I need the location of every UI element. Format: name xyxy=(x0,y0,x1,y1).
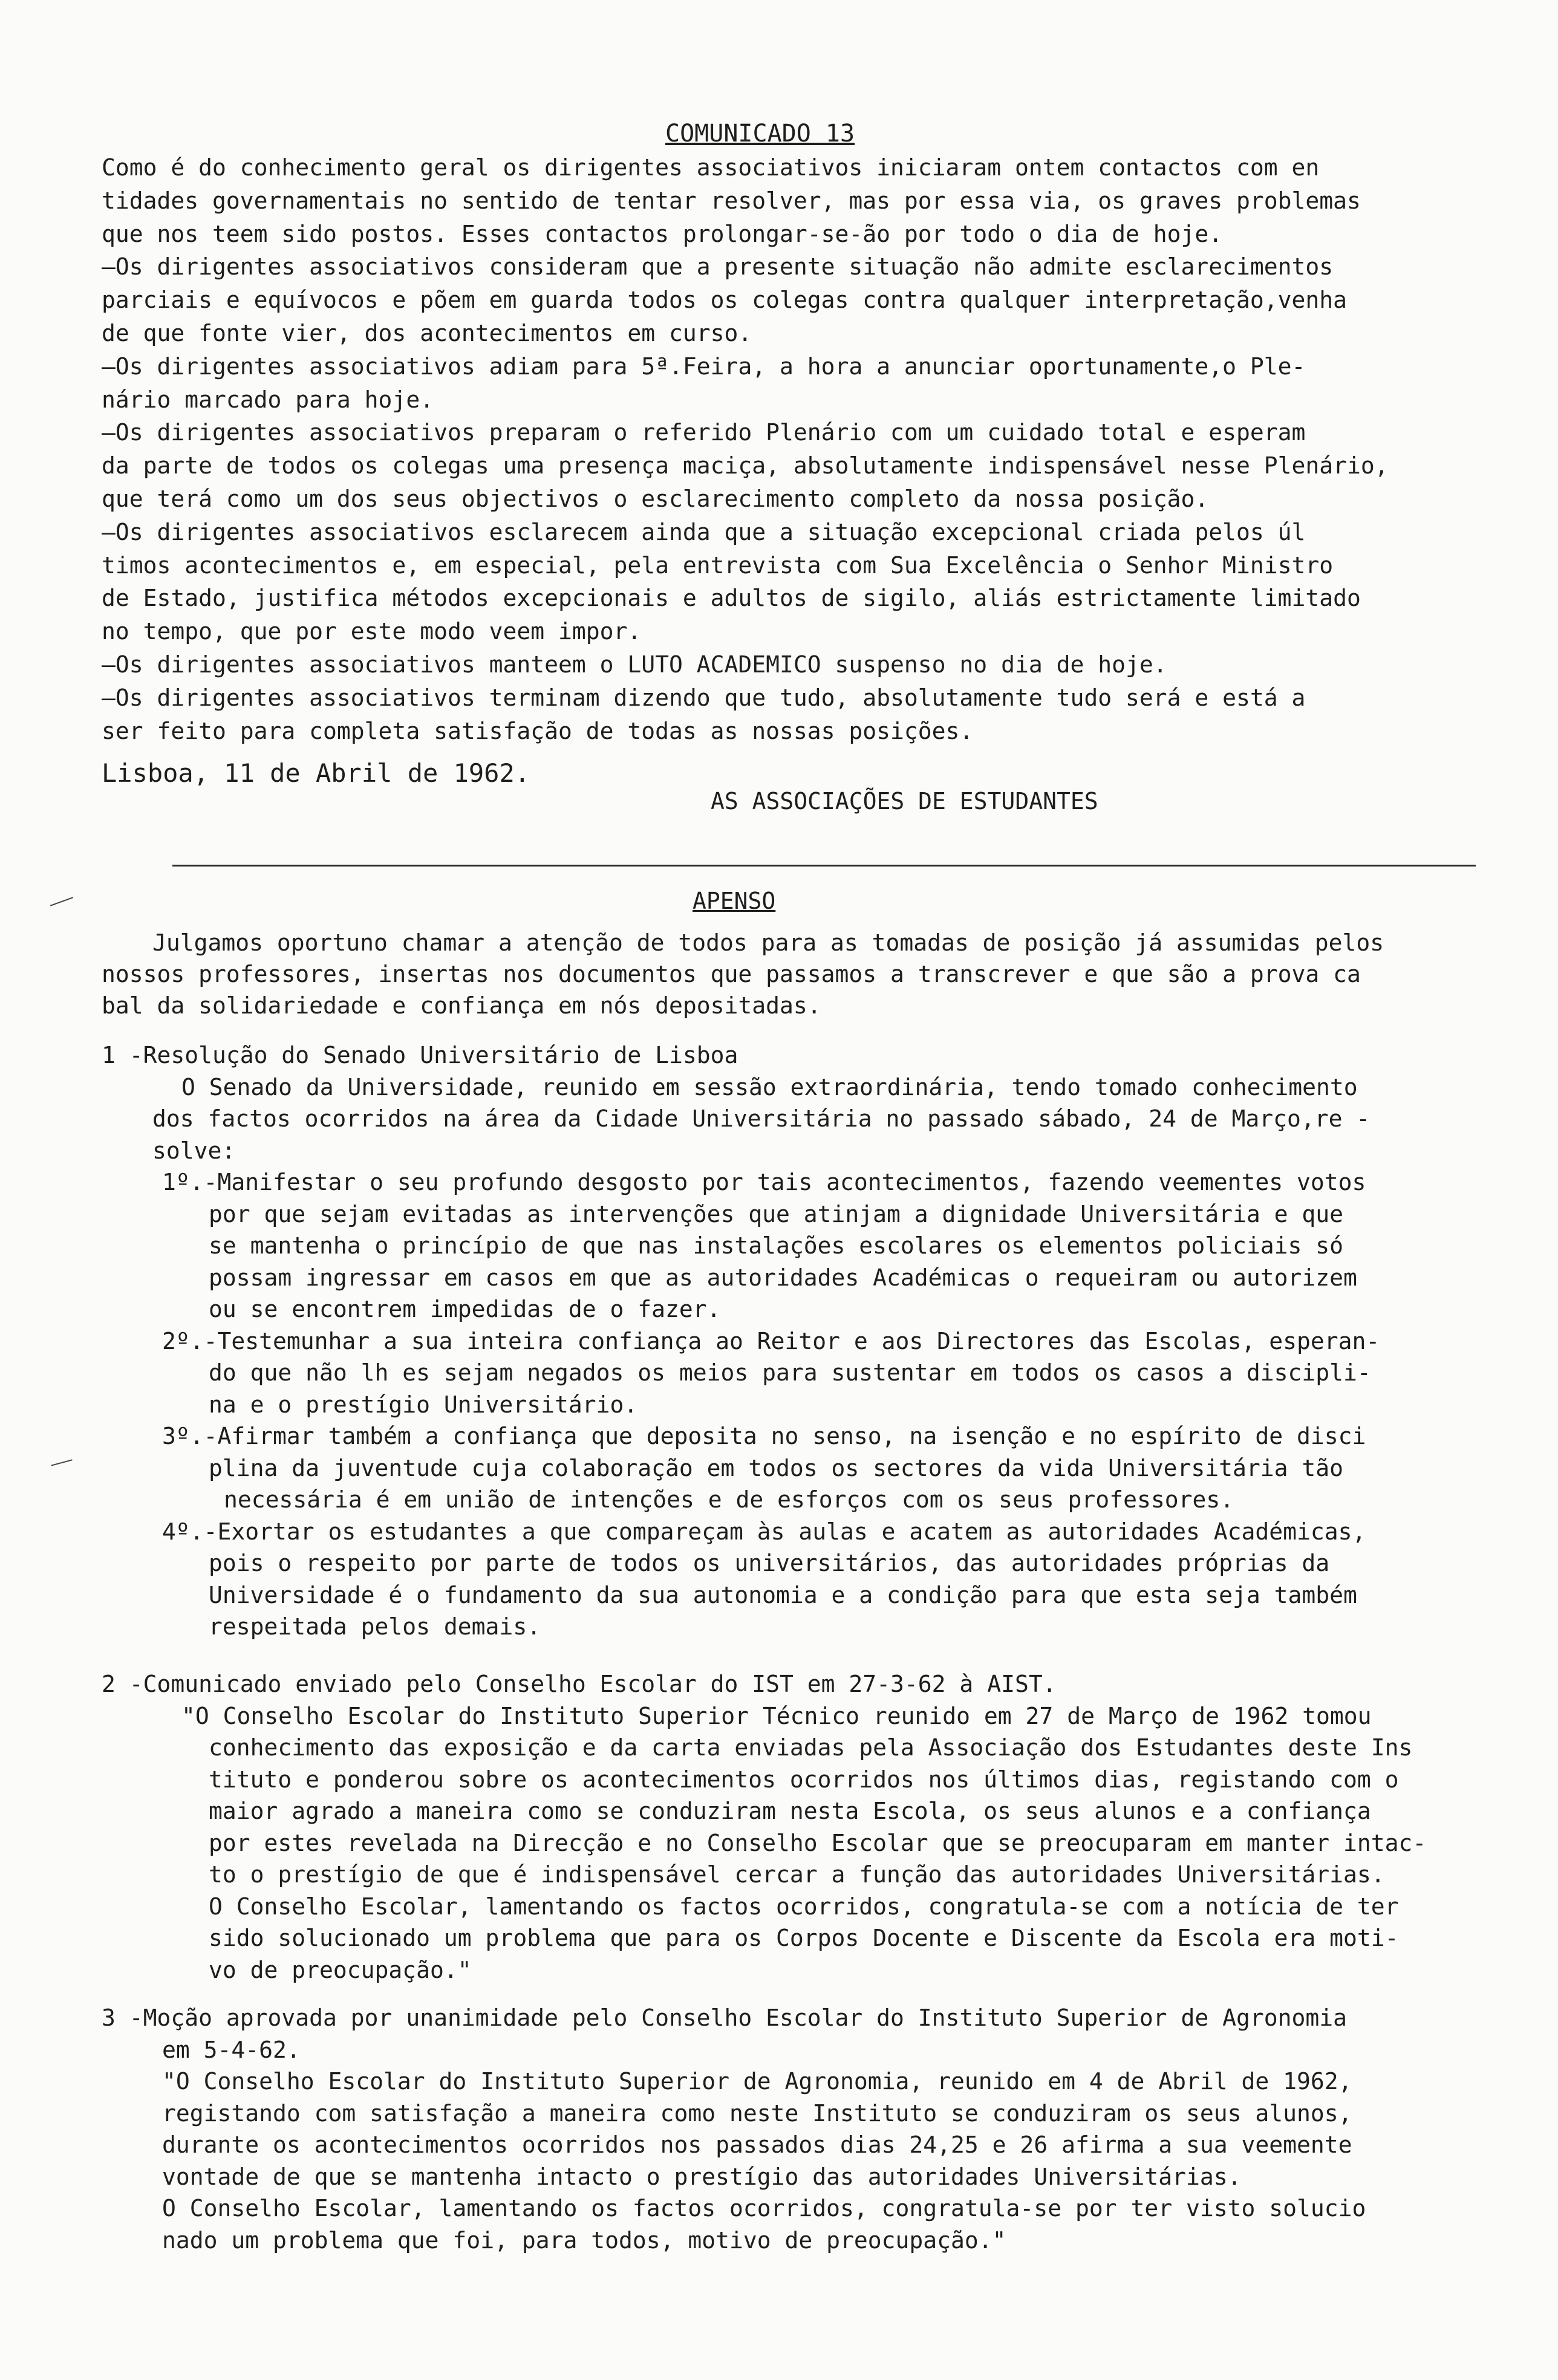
section3-line: registando com satisfação a maneira como neste Instituto se conduziram os seus alunos, xyxy=(162,2099,1352,2127)
section1-line: possam ingressar em casos em que as autoridades Académicas o requeiram ou autorizem xyxy=(209,1264,1357,1291)
section1-line: por que sejam evitadas as intervenções que atinjam a dignidade Universitária e que xyxy=(209,1200,1343,1227)
section3-line: em 5-4-62. xyxy=(162,2036,301,2063)
body-line: —Os dirigentes associativos terminam dizendo que tudo, absolutamente tudo será e está a xyxy=(102,684,1306,711)
apenso-title: APENSO xyxy=(693,888,776,914)
separator-rule xyxy=(172,865,1476,866)
section3-line: durante os acontecimentos ocorridos nos passados dias 24,25 e 26 afirma a sua veemente xyxy=(162,2131,1352,2158)
body-line: parciais e equívocos e põem em guarda todos os colegas contra qualquer interpretação,venha xyxy=(102,287,1348,314)
section2-line: maior agrado a maneira como se conduziram nesta Escola, os seus alunos e a confiança xyxy=(209,1798,1371,1824)
section1-line: do que não lh es sejam negados os meios para sustentar em todos os casos a discipli- xyxy=(209,1359,1371,1386)
section2-line: "O Conselho Escolar do Instituto Superior Técnico reunido em 27 de Março de 1962 tomou xyxy=(181,1702,1372,1729)
apenso-line: nossos professores, insertas nos documentos que passamos a transcrever e que são a prova ca xyxy=(102,961,1361,987)
section3-line: nado um problema que foi, para todos, motivo de preocupação." xyxy=(162,2226,1006,2254)
section3-line: vontade de que se mantenha intacto o prestígio das autoridades Universitárias. xyxy=(162,2163,1242,2190)
body-line: —Os dirigentes associativos preparam o referido Plenário com um cuidado total e esperam xyxy=(102,419,1306,446)
body-line: de que fonte vier, dos acontecimentos em curso. xyxy=(102,320,752,346)
page-heading: COMUNICADO 13 xyxy=(665,120,855,148)
body-line: de Estado, justifica métodos excepcionais e adultos de sigilo, aliás estrictamente limitado xyxy=(102,585,1361,612)
section1-line: 1º.-Manifestar o seu profundo desgosto por tais acontecimentos, fazendo veementes votos xyxy=(162,1169,1366,1195)
section2-line: vo de preocupação." xyxy=(209,1956,472,1983)
section2-line: sido solucionado um problema que para os Corpos Docente e Discente da Escola era moti- xyxy=(209,1925,1399,1951)
date-line: Lisboa, 11 de Abril de 1962. xyxy=(102,758,530,788)
section2-line: O Conselho Escolar, lamentando os factos ocorridos, congratula-se com a notícia de ter xyxy=(209,1893,1399,1920)
section2-line: tituto e ponderou sobre os acontecimentos ocorridos nos últimos dias, registando com o xyxy=(209,1766,1399,1793)
section1-line: respeitada pelos demais. xyxy=(209,1613,541,1640)
section1-line: solve: xyxy=(152,1137,236,1164)
body-line: timos acontecimentos e, em especial, pela entrevista com Sua Excelência o Senhor Ministro xyxy=(102,551,1334,579)
section1-line: ou se encontrem impedidas de o fazer. xyxy=(209,1296,721,1322)
body-line: no tempo, que por este modo veem impor. xyxy=(102,618,642,645)
section1-line: necessária é em união de intenções e de esforços com os seus professores. xyxy=(224,1486,1234,1513)
body-line: —Os dirigentes associativos adiam para 5ª.Feira, a hora a anunciar oportunamente,o Ple- xyxy=(102,353,1306,380)
section1-line: na e o prestígio Universitário. xyxy=(209,1391,638,1418)
body-line: Como é do conhecimento geral os dirigentes associativos iniciaram ontem contactos com en xyxy=(102,154,1320,181)
apenso-line: bal da solidariedade e confiança em nós depositadas. xyxy=(102,992,821,1019)
body-line: que nos teem sido postos. Esses contactos prolongar-se-ão por todo o dia de hoje. xyxy=(102,220,1223,247)
body-line: da parte de todos os colegas uma presença maciça, absolutamente indispensável nesse Plenário, xyxy=(102,452,1389,480)
signature: AS ASSOCIAÇÕES DE ESTUDANTES xyxy=(711,788,1098,814)
body-line: tidades governamentais no sentido de tentar resolver, mas por essa via, os graves problemas xyxy=(102,187,1361,214)
section2-line: to o prestígio de que é indispensável cercar a função das autoridades Universitárias. xyxy=(209,1861,1385,1888)
body-line: nário marcado para hoje. xyxy=(102,386,434,413)
margin-mark xyxy=(51,1459,72,1466)
section1-line: O Senado da Universidade, reunido em sessão extraordinária, tendo tomado conhecimento xyxy=(181,1073,1358,1101)
section1-line: 2º.-Testemunhar a sua inteira confiança ao Reitor e aos Directores das Escolas, esperan- xyxy=(162,1327,1380,1354)
body-line: ser feito para completa satisfação de todas as nossas posições. xyxy=(102,717,974,744)
section2-line: por estes revelada na Direcção e no Conselho Escolar que se preocuparam em manter intac- xyxy=(209,1829,1427,1856)
section3-line: "O Conselho Escolar do Instituto Superior de Agronomia, reunido em 4 de Abril de 1962, xyxy=(162,2068,1352,2095)
section3-line: O Conselho Escolar, lamentando os factos ocorridos, congratula-se por ter visto solucio xyxy=(162,2195,1366,2222)
section1-line: 3º.-Afirmar também a confiança que deposita no senso, na isenção e no espírito de disci xyxy=(162,1423,1366,1449)
section2-line: conhecimento das exposição e da carta enviadas pela Associação dos Estudantes deste Ins xyxy=(209,1734,1413,1761)
section1-line: Universidade é o fundamento da sua autonomia e a condição para que esta seja também xyxy=(209,1581,1357,1608)
section1-line: 1 -Resolução do Senado Universitário de Lisboa xyxy=(102,1042,738,1068)
body-line: —Os dirigentes associativos esclarecem ainda que a situação excepcional criada pelos úl xyxy=(102,518,1306,545)
section1-line: pois o respeito por parte de todos os universitários, das autoridades próprias da xyxy=(209,1550,1330,1576)
section1-line: dos factos ocorridos na área da Cidade Universitária no passado sábado, 24 de Março,re - xyxy=(152,1105,1371,1132)
apenso-line: Julgamos oportuno chamar a atenção de todos para as tomadas de posição já assumidas pelos xyxy=(152,929,1384,956)
section1-line: 4º.-Exortar os estudantes a que compareçam às aulas e acatem as autoridades Académicas, xyxy=(162,1518,1366,1545)
section1-line: se mantenha o princípio de que nas instalações escolares os elementos policiais só xyxy=(209,1232,1343,1259)
section2-line: 2 -Comunicado enviado pelo Conselho Escolar do IST em 27-3-62 à AIST. xyxy=(102,1671,1057,1697)
body-line: —Os dirigentes associativos consideram que a presente situação não admite esclarecimentos xyxy=(102,253,1334,281)
section3-line: 3 -Moção aprovada por unanimidade pelo Conselho Escolar do Instituto Superior de Agronomia xyxy=(102,2004,1348,2031)
body-line: que terá como um dos seus objectivos o esclarecimento completo da nossa posição. xyxy=(102,486,1209,512)
body-line: —Os dirigentes associativos manteem o LUTO ACADEMICO suspenso no dia de hoje. xyxy=(102,651,1167,678)
section1-line: plina da juventude cuja colaboração em todos os sectores da vida Universitária tão xyxy=(209,1454,1343,1481)
margin-mark xyxy=(50,897,73,906)
